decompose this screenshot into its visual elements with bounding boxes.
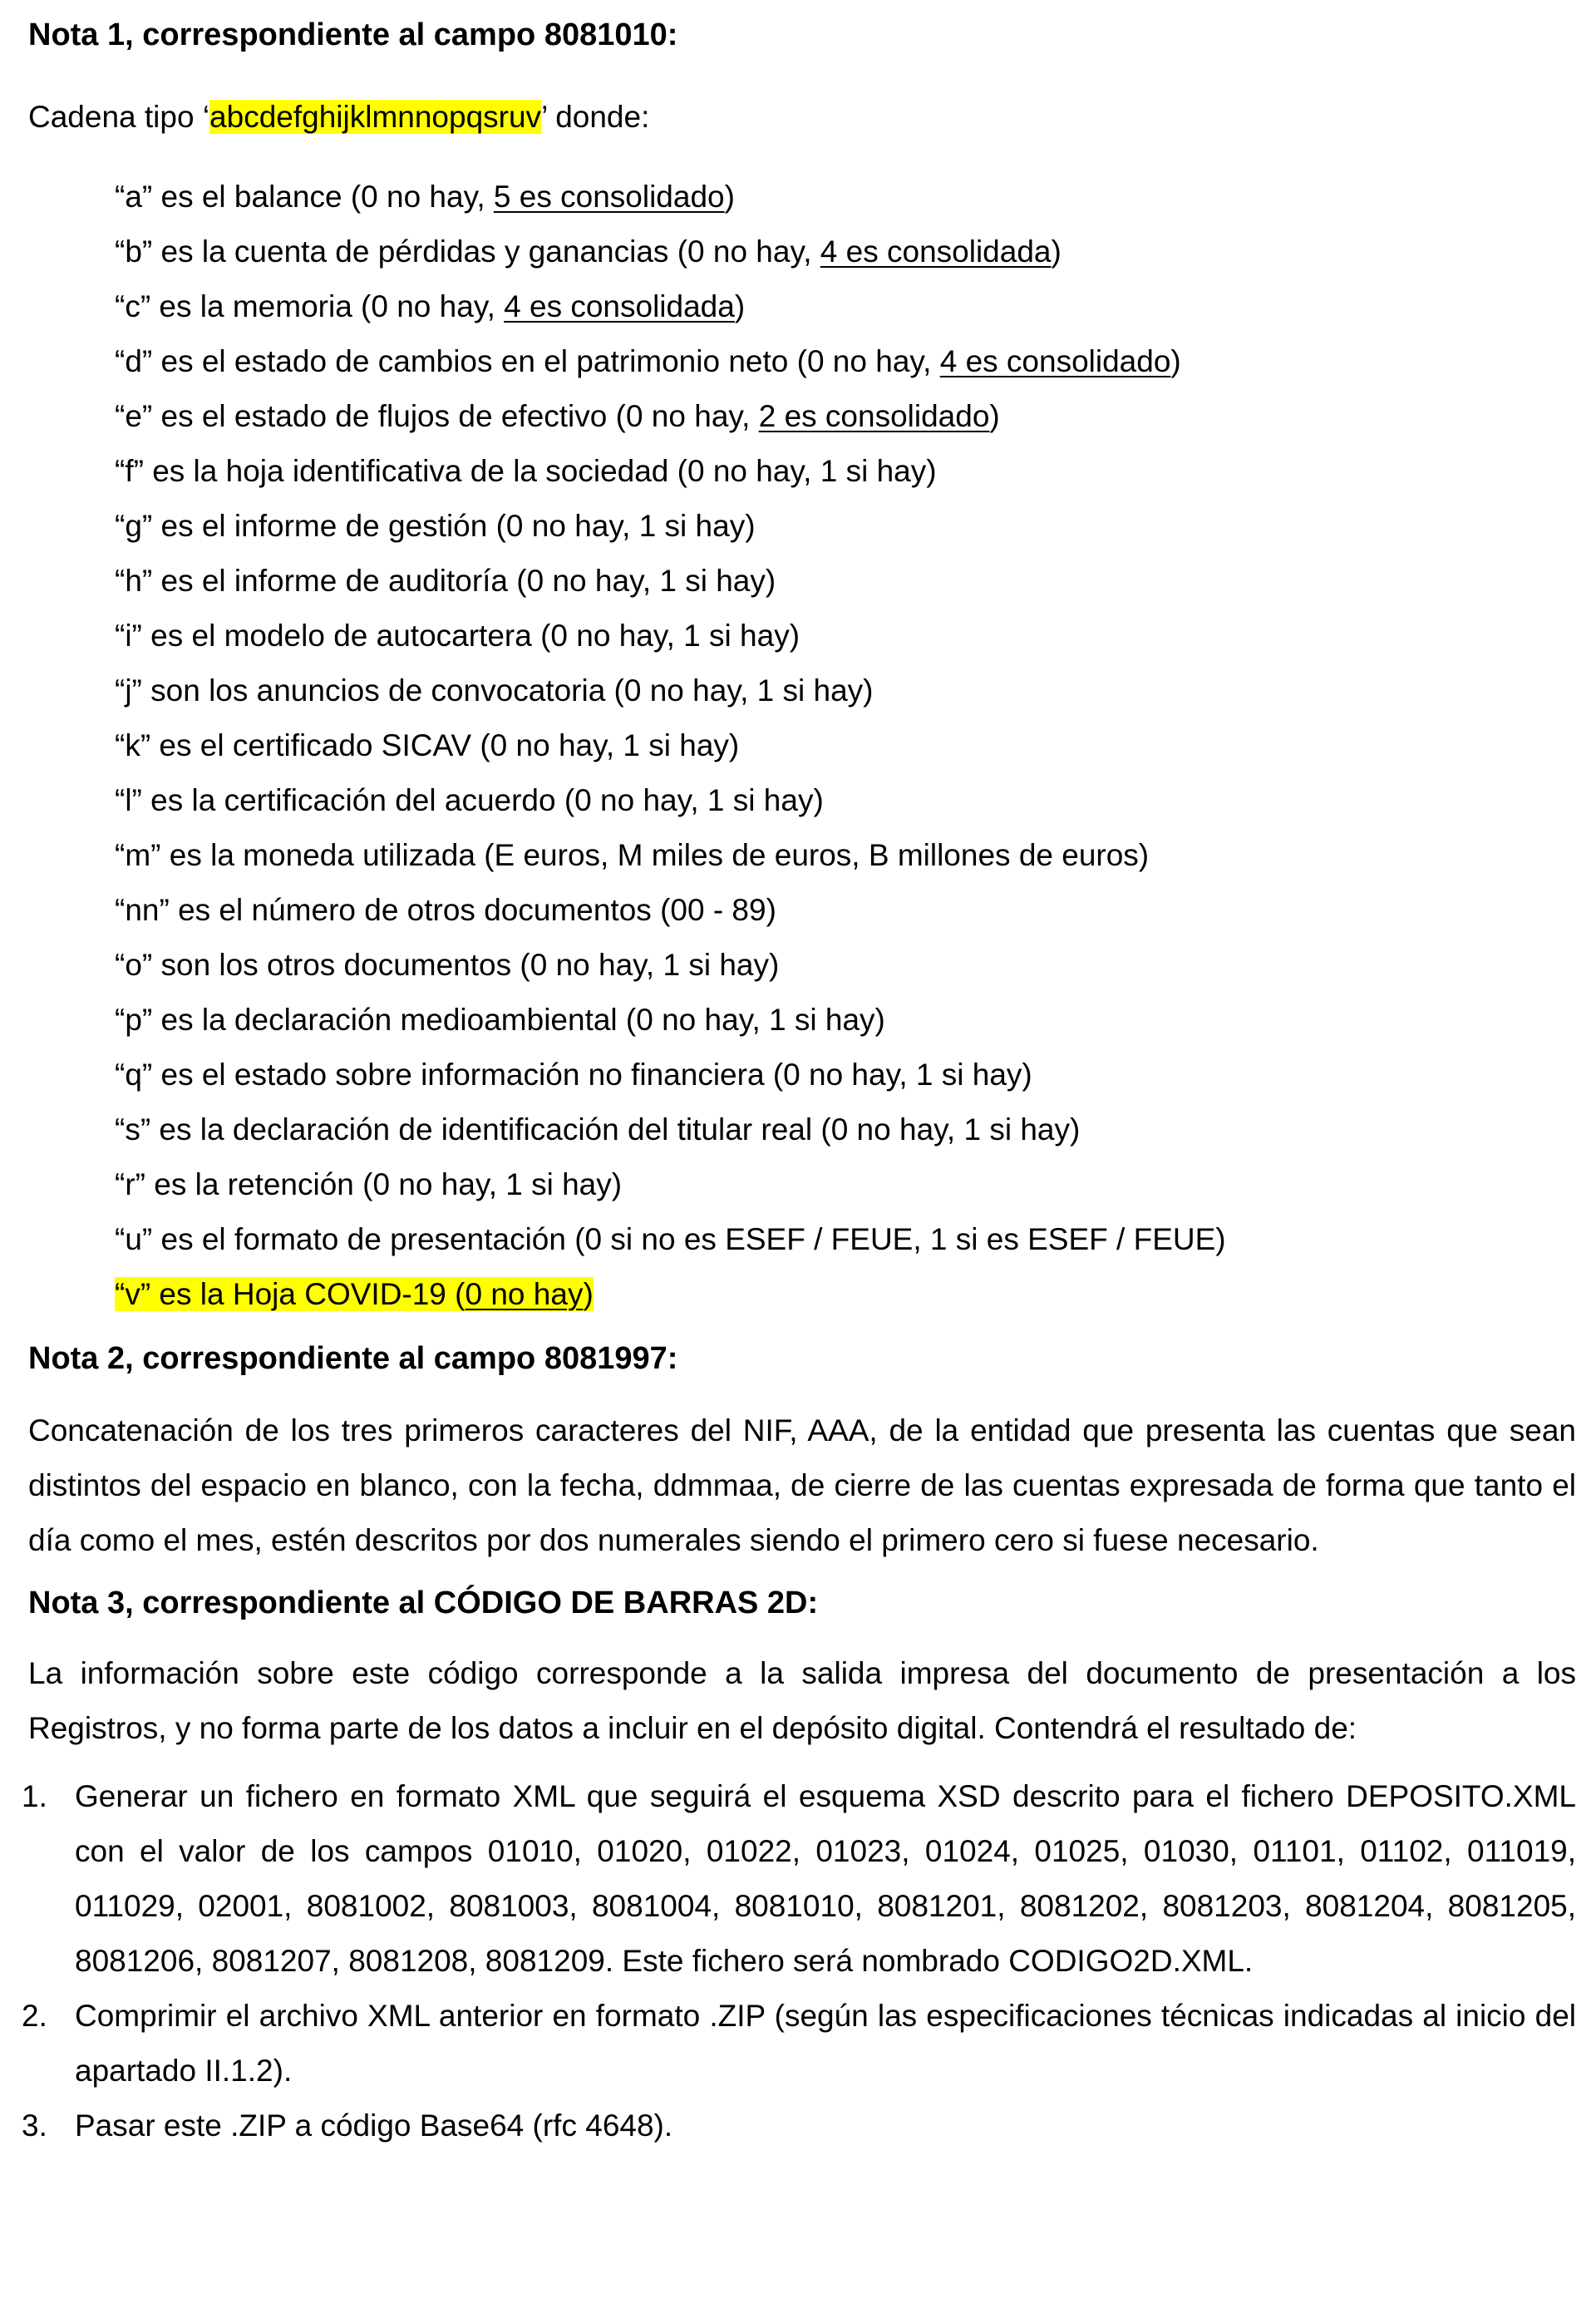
list-item: “e” es el estado de flujos de efectivo (0 no hay, 2 es consolidado) [115,399,1000,433]
list-item-highlighted: “v” es la Hoja COVID-19 (0 no hay) [115,1277,594,1311]
note1-title: Nota 1, correspondiente al campo 8081010: [28,17,678,52]
list-item [22,2098,1576,2153]
list-item: “r” es la retención (0 no hay, 1 si hay) [115,1167,623,1201]
note3-steps-list [22,1769,1576,2153]
list-item: “o” son los otros documentos (0 no hay, 1 si hay) [115,948,780,982]
list-item [22,1769,1576,1989]
list-item: “nn” es el número de otros documentos (00 - 89) [115,893,776,927]
note1-items-list [28,170,1576,1322]
step-number: 3. [22,2108,47,2143]
list-item: “a” es el balance (0 no hay, 5 es consolidado) [115,180,735,214]
step-text: Pasar este .ZIP a código Base64 (rfc 4648). [75,2108,673,2143]
step-text: Generar un fichero en formato XML que seguirá el esquema XSD descrito para el fichero DEPOSITO.XML con el valor de los campos 01010, 01020, 01022, 01023, 01024, 01025, 01030, 01101, 01102, 011019, 011029, 02001, 8081002, 8081003, 8081004, 8081010, 8081201, 8081202, 8081203, 8081204, 8081205, 8081206, 8081207, 8081208, 8081209. Este fichero será nombrado CODIGO2D.XML. [75,1779,1576,1978]
step-text: Comprimir el archivo XML anterior en formato .ZIP (según las especificaciones técnicas indicadas al inicio del apartado II.1.2). [75,1999,1576,2088]
note1-intro-prefix: Cadena tipo ‘ [28,100,210,134]
list-item [22,1989,1576,2098]
step-number: 1. [22,1779,47,1813]
list-item: “k” es el certificado SICAV (0 no hay, 1 si hay) [115,728,740,762]
list-item: “g” es el informe de gestión (0 no hay, 1 si hay) [115,509,756,543]
note3-paragraph: La información sobre este código corresponde a la salida impresa del documento de presentación a los Registros, y no forma parte de los datos a incluir en el depósito digital. Contendrá el resultado de: [28,1656,1576,1745]
note3-title: Nota 3, correspondiente al CÓDIGO DE BARRAS 2D: [28,1586,819,1620]
note2-title: Nota 2, correspondiente al campo 8081997: [28,1341,678,1376]
step-number: 2. [22,1999,47,2033]
list-item: “i” es el modelo de autocartera (0 no hay, 1 si hay) [115,619,800,653]
list-item: “b” es la cuenta de pérdidas y ganancias (0 no hay, 4 es consolidada) [115,234,1062,269]
note1-code-highlight: abcdefghijklmnnopqsruv [209,100,542,134]
list-item: “c” es la memoria (0 no hay, 4 es consolidada) [115,289,746,323]
list-item: “l” es la certificación del acuerdo (0 no hay, 1 si hay) [115,783,824,817]
list-item: “j” son los anuncios de convocatoria (0 no hay, 1 si hay) [115,673,874,708]
note2-paragraph: Concatenación de los tres primeros caracteres del NIF, AAA, de la entidad que presenta las cuentas que sean distintos del espacio en blanco, con la fecha, ddmmaa, de cierre de las cuentas expresada de forma que tanto el día como el mes, estén descritos por dos numerales siendo el primero cero si fuese necesario. [28,1413,1576,1557]
list-item: “f” es la hoja identificativa de la sociedad (0 no hay, 1 si hay) [115,454,937,488]
note1-intro [28,90,1576,145]
list-item: “m” es la moneda utilizada (E euros, M miles de euros, B millones de euros) [115,838,1150,872]
list-item: “h” es el informe de auditoría (0 no hay, 1 si hay) [115,564,776,598]
note1-intro-suffix: ’ donde: [541,100,650,134]
list-item: “q” es el estado sobre información no financiera (0 no hay, 1 si hay) [115,1058,1032,1092]
list-item: “u” es el formato de presentación (0 si no es ESEF / FEUE, 1 si es ESEF / FEUE) [115,1222,1226,1256]
document-page [22,0,1576,2153]
list-item: “p” es la declaración medioambiental (0 no hay, 1 si hay) [115,1003,885,1037]
list-item: “d” es el estado de cambios en el patrimonio neto (0 no hay, 4 es consolidado) [115,344,1181,378]
list-item: “s” es la declaración de identificación del titular real (0 no hay, 1 si hay) [115,1112,1081,1147]
